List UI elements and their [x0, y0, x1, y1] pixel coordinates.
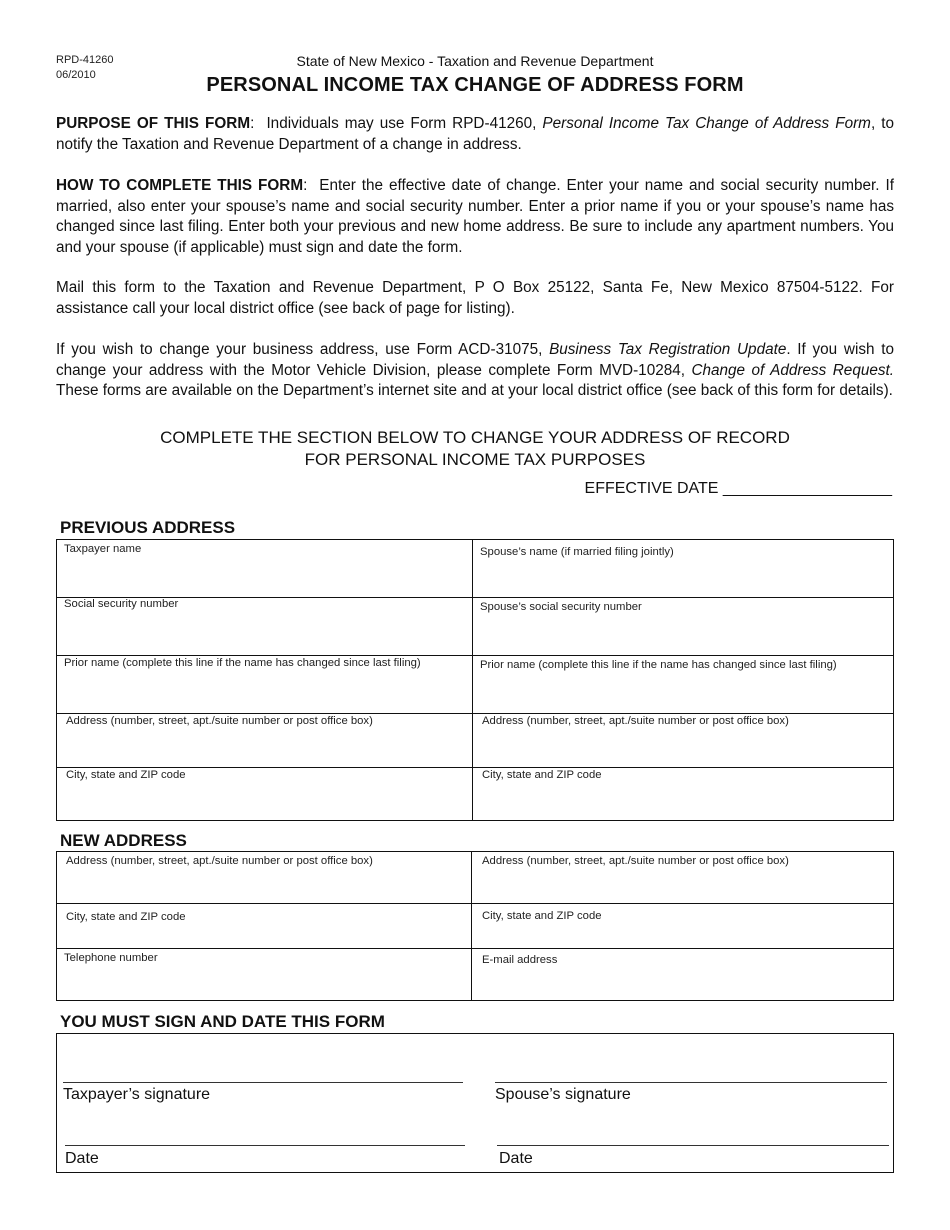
spouse-signature-label: Spouse’s signature [495, 1086, 631, 1103]
spouse-new-city-field[interactable] [471, 903, 894, 949]
mail-paragraph: Mail this form to the Taxation and Revenue Department, P O Box 25122, Santa Fe, New Mexico 87504-5122. For assistance call your local district office (see back of page for listing). [56, 279, 894, 317]
how-to-paragraph: HOW TO COMPLETE THIS FORM: Enter the effective date of change. Enter your name and social security number. If married, also enter your spouse’s name and social security number. Enter a prior name if you or your spouse’s name has changed since last filing. Enter both your previous and new home address. Be sure to include any apartment numbers. You and your spouse (if applicable) must sign and date the form. [56, 177, 894, 256]
how-text: Enter the effective date of change. Enter your name and social security number. If married, also enter your spouse’s name and social security number. Enter a prior name if you or your spouse’s name has changed since last filing. Enter both your previous and new home address. Be sure to include any apartment numbers. You and your spouse (if applicable) must sign and date the form. [56, 177, 894, 256]
taxpayer-date-line[interactable] [65, 1145, 465, 1146]
previous-city-field[interactable] [56, 767, 473, 821]
previous-address-field[interactable] [56, 713, 473, 768]
purpose-form-name: Personal Income Tax Change of Address Form [542, 115, 871, 132]
spouse-name-field[interactable] [472, 539, 894, 598]
business-paragraph [56, 340, 894, 402]
ssn-label: Social security number [64, 598, 179, 610]
spouse-new-address-label: Address (number, street, apt./suite number or post office box) [482, 855, 789, 867]
business-text-mid: . If you wish to change your address with the Motor Vehicle Division, please complete Form MVD-10284, [56, 341, 894, 379]
previous-city-label: City, state and ZIP code [66, 769, 186, 781]
spouse-previous-city-label: City, state and ZIP code [482, 769, 602, 781]
business-text-pre: If you wish to change your business address, use Form ACD-31075, [56, 341, 550, 358]
spouse-date-label: Date [499, 1150, 533, 1167]
spouse-new-address-field[interactable] [471, 851, 894, 904]
taxpayer-name-field[interactable] [56, 539, 473, 598]
spouse-prior-name-label: Prior name (complete this line if the name has changed since last filing) [480, 659, 837, 671]
ssn-field[interactable] [56, 597, 473, 656]
spouse-new-city-label: City, state and ZIP code [482, 910, 602, 922]
prior-name-label: Prior name (complete this line if the name has changed since last filing) [64, 657, 421, 669]
taxpayer-date-label: Date [65, 1150, 99, 1167]
effective-date-blank[interactable]: ___________________ [722, 480, 892, 497]
purpose-text-pre: Individuals may use Form RPD-41260, [266, 115, 543, 132]
signature-box [56, 1033, 894, 1173]
how-heading: HOW TO COMPLETE THIS FORM [56, 177, 304, 194]
spouse-ssn-field[interactable] [472, 597, 894, 656]
spouse-date-line[interactable] [497, 1145, 889, 1146]
purpose-text-post: , to notify the Taxation and Revenue Department of a change in address. [56, 115, 894, 153]
prior-name-field[interactable] [56, 655, 473, 714]
previous-address-grid [56, 539, 894, 821]
form-number: RPD-41260 [56, 54, 114, 66]
email-label: E-mail address [482, 954, 558, 966]
form-title: PERSONAL INCOME TAX CHANGE OF ADDRESS FORM [206, 74, 744, 96]
spouse-ssn-label: Spouse’s social security number [480, 601, 642, 613]
taxpayer-name-label: Taxpayer name [64, 543, 142, 555]
business-text-post: These forms are available on the Department’s internet site and at your local district office (see back of this form for details). [56, 382, 893, 400]
telephone-field[interactable] [56, 948, 472, 1001]
new-address-field[interactable] [56, 851, 472, 904]
telephone-label: Telephone number [64, 952, 158, 964]
form-date: 06/2010 [56, 69, 96, 81]
agency-name: State of New Mexico - Taxation and Revenue Department [296, 53, 654, 69]
business-form-name: Business Tax Registration Update [549, 341, 787, 358]
purpose-heading: PURPOSE OF THIS FORM [56, 115, 251, 132]
previous-address-heading: PREVIOUS ADDRESS [60, 518, 236, 537]
spouse-previous-address-field[interactable] [472, 713, 894, 768]
spouse-previous-address-label: Address (number, street, apt./suite number or post office box) [482, 715, 789, 727]
spouse-prior-name-field[interactable] [472, 655, 894, 714]
effective-date-field[interactable] [585, 480, 892, 498]
previous-address-label: Address (number, street, apt./suite number or post office box) [66, 715, 373, 727]
section-instruction-line2: FOR PERSONAL INCOME TAX PURPOSES [304, 450, 646, 469]
spouse-signature-line[interactable] [495, 1082, 887, 1083]
signature-heading: YOU MUST SIGN AND DATE THIS FORM [60, 1012, 385, 1031]
email-field[interactable] [471, 948, 894, 1001]
taxpayer-signature-label: Taxpayer’s signature [63, 1086, 211, 1103]
section-instruction [0, 427, 950, 471]
new-city-label: City, state and ZIP code [66, 911, 186, 923]
taxpayer-signature-line[interactable] [63, 1082, 463, 1083]
effective-date-label: EFFECTIVE DATE [584, 480, 719, 497]
spouse-previous-city-field[interactable] [472, 767, 894, 821]
new-address-heading: NEW ADDRESS [60, 831, 187, 850]
new-address-grid [56, 851, 894, 1001]
new-address-label: Address (number, street, apt./suite number or post office box) [66, 855, 373, 867]
mvd-form-name: Change of Address Request. [691, 361, 894, 379]
new-city-field[interactable] [56, 903, 472, 949]
purpose-paragraph: PURPOSE OF THIS FORM: Individuals may use Form RPD-41260, Personal Income Tax Change of Address Form, to notify the Taxation and Revenue Department of a change in address. [56, 115, 894, 153]
spouse-name-label: Spouse’s name (if married filing jointly) [480, 546, 674, 558]
section-instruction-line1: COMPLETE THE SECTION BELOW TO CHANGE YOUR ADDRESS OF RECORD [160, 428, 790, 447]
